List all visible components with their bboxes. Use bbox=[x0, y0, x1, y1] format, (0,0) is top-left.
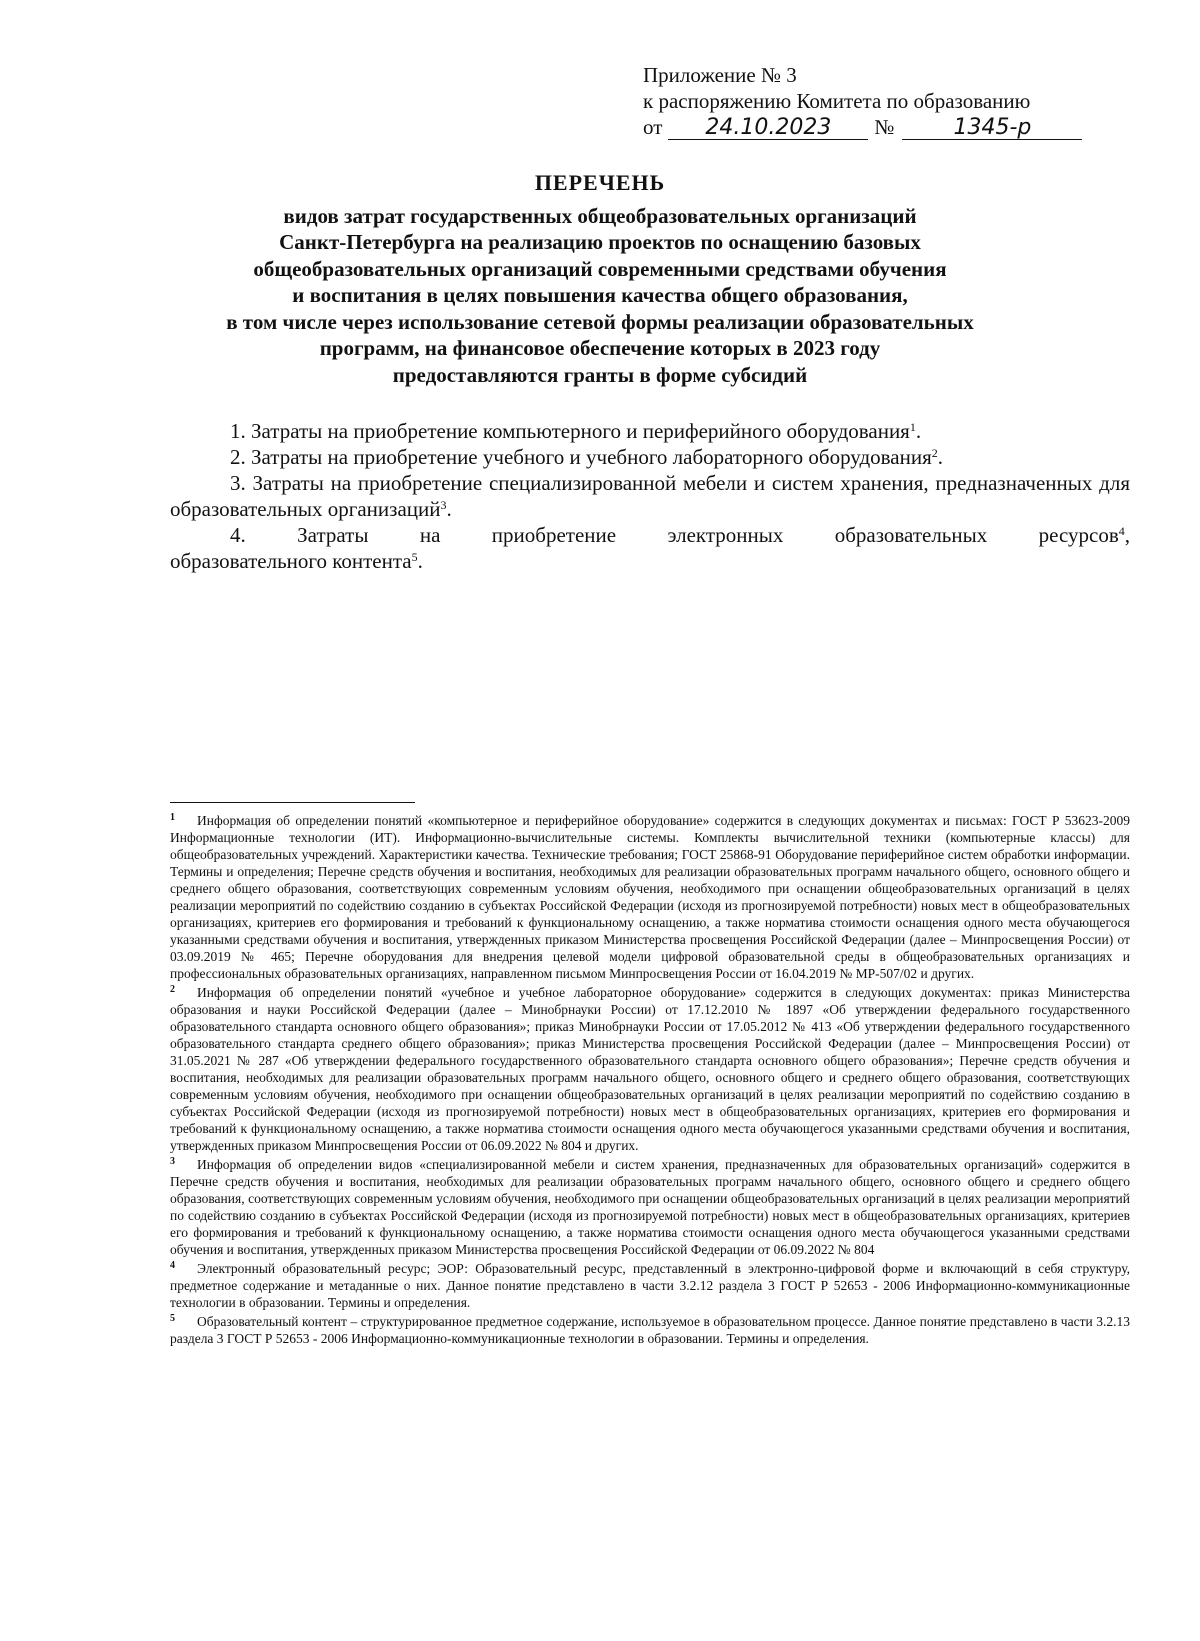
list-item: 3. Затраты на приобретение специализированной мебели и систем хранения, предназначенных для образовательных организаций$^3$. bbox=[170, 471, 1130, 521]
footnote-ref: 1 bbox=[909, 420, 916, 434]
title-line: общеобразовательных организаций современными средствами обучения bbox=[253, 256, 947, 281]
handwritten-date: 24.10.2023 bbox=[668, 117, 868, 140]
order-date-number-row bbox=[643, 114, 1163, 140]
footnote-ref: 2 bbox=[931, 446, 938, 460]
footnote-number: 3 bbox=[170, 1156, 175, 1167]
footnote bbox=[170, 1156, 1130, 1258]
page-title: ПЕРЕЧЕНЬ bbox=[534, 170, 666, 195]
footnote bbox=[170, 812, 1130, 982]
footnote bbox=[170, 1260, 1130, 1311]
footnote bbox=[170, 984, 1130, 1154]
footnote-text: Электронный образовательный ресурс; ЭОР: Образовательный ресурс, представленный в электронно-цифровой форме и включающий в себя структуру, предметное содержание и метаданные о них. Данное понятие представлено в части 3.2.12 раздела 3 ГОСТ Р 52653 - 2006 Информационно-коммуникационные технологии в образовании. Термины и определения. bbox=[170, 1261, 1130, 1310]
number-label: № bbox=[874, 115, 895, 139]
list-item-continuation: образовательного контента$^5$. bbox=[170, 549, 423, 573]
list-item-line: 4. Затраты на приобретение электронных образовательных ресурсов$^4$, bbox=[230, 523, 1130, 547]
footnote-number: 2 bbox=[170, 984, 175, 995]
document-title bbox=[150, 170, 1050, 388]
title-line: в том числе через использование сетевой формы реализации образовательных bbox=[226, 309, 974, 334]
footnote-ref: 4 bbox=[1118, 524, 1125, 538]
title-line: предоставляются гранты в форме субсидий bbox=[392, 362, 808, 387]
footnote bbox=[170, 1313, 1130, 1347]
appendix-label: Приложение № 3 bbox=[643, 63, 797, 87]
approval-block bbox=[643, 62, 1163, 140]
from-label: от bbox=[643, 115, 663, 139]
list-item: 1. Затраты на приобретение компьютерного и периферийного оборудования$^1$. bbox=[230, 419, 922, 443]
title-line: видов затрат государственных общеобразовательных организаций bbox=[283, 203, 917, 228]
footnote-number: 4 bbox=[170, 1260, 175, 1271]
footnote-text: Информация об определении видов «специализированной мебели и систем хранения, предназначенных для образовательных организаций» содержится в Перечне средств обучения и воспитания, необходимых для реализации образовательных программ начального общего, основного общего и среднего общего образования, соответствующих современным условиям обучения, необходимого при оснащении общеобразовательных организаций в целях реализации мероприятий по содействию созданию в субъектах Российской Федерации (исходя из прогнозируемой потребности) новых мест в общеобразовательных организациях, критериев его формирования и требований к функциональному оснащению, а также норматива стоимости оснащения одного места обучающегося указанными средствами обучения и воспитания, утвержденных приказом Министерства просвещения Российской Федерации от 06.09.2022 № 804 bbox=[170, 1157, 1130, 1257]
handwritten-number: 1345-р bbox=[902, 117, 1082, 140]
title-line: и воспитания в целях повышения качества общего образования, bbox=[292, 283, 908, 307]
cost-items-list bbox=[170, 418, 1130, 574]
order-reference: к распоряжению Комитета по образованию bbox=[643, 89, 1031, 113]
footnote-text: Информация об определении понятий «учебное и учебное лабораторное оборудование» содержится в следующих документах: приказ Министерства образования и науки Российской Федерации (далее – Минобрнауки России) от 17.12.2010 № 1897 «Об утверждении федерального государственного образовательного стандарта основного общего образования»; приказ Минобрнауки России от 17.05.2012 № 413 «Об утверждении федерального государственного образовательного стандарта среднего общего образования»; приказ Министерства просвещения Российской Федерации (далее – Минпросвещения России) от 31.05.2021 № 287 «Об утверждении федерального государственного образовательного стандарта основного общего образования»; Перечне средств обучения и воспитания, необходимых для реализации образовательных программ начального общего, основного общего и среднего общего образования, соответствующих современным условиям обучения, необходимого при оснащении общеобразовательных организаций в целях реализации мероприятий по содействию созданию в субъектах Российской Федерации (исходя из прогнозируемой потребности) новых мест в общеобразовательных организациях, критериев его формирования и требований к функциональному оснащению, а также норматива стоимости оснащения одного места обучающегося указанными средствами обучения и воспитания, утвержденных приказом Минпросвещения России от 06.09.2022 № 804 и других. bbox=[170, 985, 1130, 1153]
footnote-separator bbox=[170, 802, 415, 803]
list-item bbox=[170, 522, 1130, 574]
footnote-text: Образовательный контент – структурированное предметное содержание, используемое в образовательном процессе. Данное понятие представлено в части 3.2.13 раздела 3 ГОСТ Р 52653 - 2006 Информационно-коммуникационные технологии в образовании. Термины и определения. bbox=[170, 1314, 1130, 1346]
footnotes-section bbox=[170, 812, 1130, 1349]
footnote-number: 1 bbox=[170, 812, 175, 823]
title-line: программ, на финансовое обеспечение которых в 2023 году bbox=[319, 336, 881, 360]
footnote-ref: 3 bbox=[440, 498, 447, 512]
footnote-ref: 5 bbox=[411, 550, 418, 564]
footnote-number: 5 bbox=[170, 1313, 175, 1324]
footnote-text: Информация об определении понятий «компьютерное и периферийное оборудование» содержится в следующих документах и письмах: ГОСТ Р 53623-2009 Информационные технологии (ИТ). Информационно-вычислительные системы. Комплекты вычислительной техники (компьютерные классы) для общеобразовательных учреждений. Характеристики качества. Технические требования; ГОСТ 25868-91 Оборудование периферийное систем обработки информации. Термины и определения; Перечне средств обучения и воспитания, необходимых для реализации образовательных программ начального общего, основного общего и среднего общего образования, соответствующих современным условиям обучения, необходимого при оснащении общеобразовательных организаций в целях реализации мероприятий по содействию созданию в субъектах Российской Федерации (исходя из прогнозируемой потребности) новых мест в общеобразовательных организациях, критериев его формирования и требований к функциональному оснащению, а также норматива стоимости оснащения одного места обучающегося указанными средствами обучения и воспитания, утвержденных приказом Министерства просвещения Российской Федерации (далее – Минпросвещения России) от 03.09.2019 № 465; Перечне оборудования для внедрения целевой модели цифровой образовательной среды в общеобразовательных организациях и профессиональных образовательных организациях, направленном письмом Минпросвещения России от 16.04.2019 № МР-507/02 и других. bbox=[170, 813, 1130, 981]
list-item: 2. Затраты на приобретение учебного и учебного лабораторного оборудования$^2$. bbox=[230, 445, 944, 469]
title-line: Санкт-Петербурга на реализацию проектов по оснащению базовых bbox=[279, 230, 921, 254]
